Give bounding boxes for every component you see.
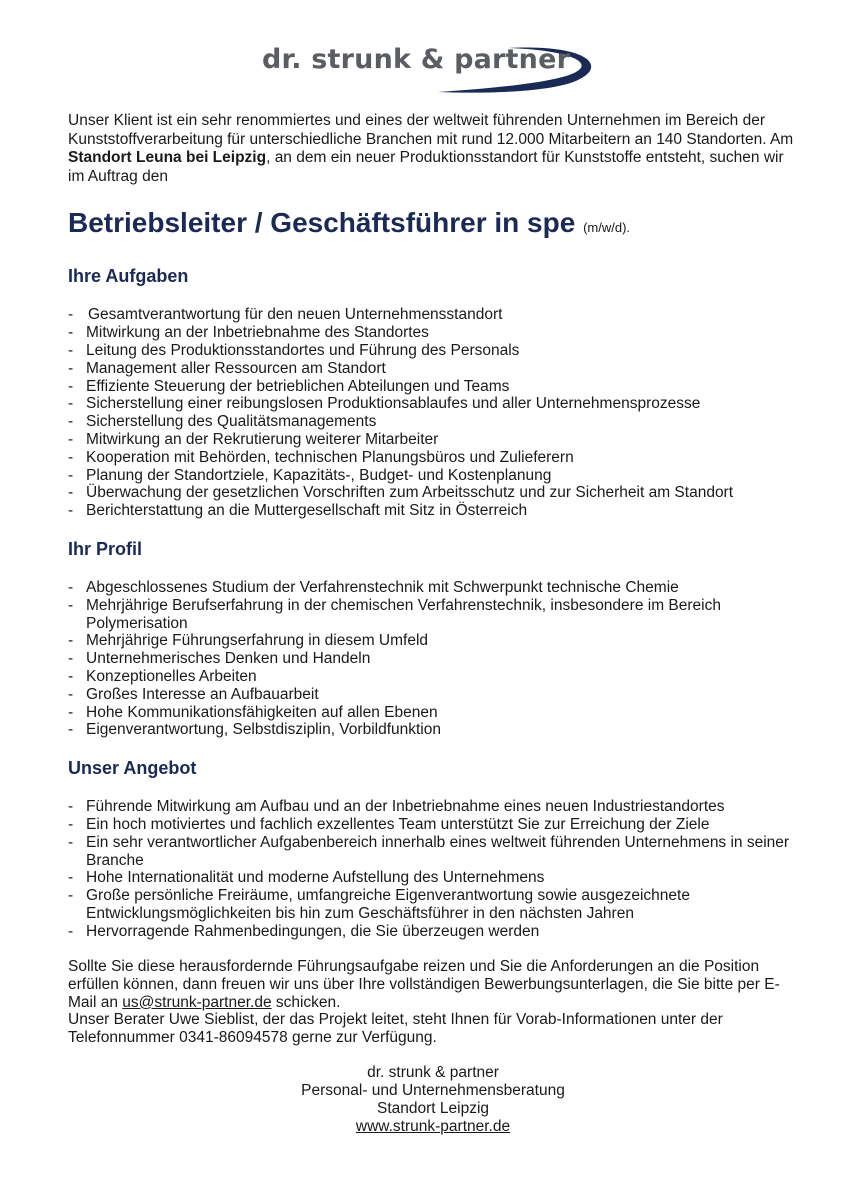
offer-list [68, 798, 798, 940]
list-item: - Eigenverantwortung, Selbstdisziplin, Vorbildfunktion [68, 721, 798, 739]
section-heading-profile: Ihr Profil [68, 538, 143, 559]
list-item: - Sicherstellung einer reibungslosen Produktionsablaufes und aller Unternehmensprozesse [68, 395, 798, 413]
logo-text: dr. strunk & partner [262, 44, 571, 75]
list-item: - Große persönliche Freiräume, umfangreiche Eigenverantwortung sowie ausgezeichnete Entwicklungsmöglichkeiten bis hin zum Geschäftsführer in den nächsten Jahren [68, 887, 798, 923]
list-item: - Planung der Standortziele, Kapazitäts-, Budget- und Kostenplanung [68, 467, 798, 485]
list-item: - Effiziente Steuerung der betrieblichen Abteilungen und Teams [68, 378, 798, 396]
section-heading-tasks: Ihre Aufgaben [68, 266, 189, 287]
list-item: - Berichterstattung an die Muttergesellschaft mit Sitz in Österreich [68, 502, 798, 520]
profile-list [68, 579, 798, 739]
list-item: - Führende Mitwirkung am Aufbau und an der Inbetriebnahme eines neuen Industriestandortes [68, 798, 798, 816]
list-item: - Großes Interesse an Aufbauarbeit [68, 686, 798, 704]
list-item: - Abgeschlossenes Studium der Verfahrenstechnik mit Schwerpunkt technische Chemie [68, 579, 798, 597]
list-item: - Management aller Ressourcen am Standort [68, 360, 798, 378]
email-link[interactable]: us@strunk-partner.de [122, 993, 272, 1011]
gender-note: (m/w/d). [583, 220, 631, 236]
section-heading-offer: Unser Angebot [68, 758, 197, 779]
list-item: - Hohe Internationalität und moderne Aufstellung des Unternehmens [68, 869, 798, 887]
intro-paragraph: Unser Klient ist ein sehr renommiertes und eines der weltweit führenden Unternehmen im Bereich der Kunststoffverarbeitung für unterschiedliche Branchen mit rund 12.000 Mitarbeitern an 140 Standorten. Am Standort Leuna bei Leipzig, an dem ein neuer Produktionsstandort für Kunststoffe entsteht, suchen wir im Auftrag den [68, 112, 794, 185]
list-item: - Konzeptionelles Arbeiten [68, 668, 798, 686]
list-item: - Mehrjährige Führungserfahrung in diesem Umfeld [68, 632, 798, 650]
footer [68, 1064, 798, 1136]
location-highlight: Standort Leuna bei Leipzig [68, 149, 267, 167]
job-title: Betriebsleiter / Geschäftsführer in spe (m/w/d). [68, 207, 631, 239]
list-item: - Mitwirkung an der Inbetriebnahme des Standortes [68, 324, 798, 342]
job-posting [68, 112, 798, 1136]
footer-company: dr. strunk & partner [367, 1064, 499, 1082]
contact-sentence: Unser Berater Uwe Sieblist, der das Projekt leitet, steht Ihnen für Vorab-Informationen unter der Telefonnummer 0341-86094578 gerne zur Verfügung. [68, 1011, 723, 1046]
closing-paragraph: Sollte Sie diese herausfordernde Führungsaufgabe reizen und Sie die Anforderungen an die Position erfüllen können, dann freuen wir uns über Ihre vollständigen Bewerbungsunterlagen, die Sie bitte per E-Mail an us@strunk-partner.de schicken. Unser Berater Uwe Sieblist, der das Projekt leitet, steht Ihnen für Vorab-Informationen unter der Telefonnummer 0341-86094578 gerne zur Verfügung. [68, 958, 780, 1046]
company-logo [258, 38, 603, 98]
list-item: - Hervorragende Rahmenbedingungen, die Sie überzeugen werden [68, 923, 798, 941]
list-item: - Ein hoch motiviertes und fachlich exzellentes Team unterstützt Sie zur Erreichung der Ziele [68, 816, 798, 834]
list-item: - Ein sehr verantwortlicher Aufgabenbereich innerhalb eines weltweit führenden Unternehmens in seiner Branche [68, 834, 798, 870]
list-item: - Mehrjährige Berufserfahrung in der chemischen Verfahrenstechnik, insbesondere im Bereich Polymerisation [68, 597, 798, 633]
footer-tagline: Personal- und Unternehmensberatung [301, 1082, 565, 1100]
list-item: - Hohe Kommunikationsfähigkeiten auf allen Ebenen [68, 704, 798, 722]
list-item: - Sicherstellung des Qualitätsmanagements [68, 413, 798, 431]
footer-location: Standort Leipzig [376, 1100, 490, 1118]
tasks-list [68, 306, 798, 520]
list-item: - Überwachung der gesetzlichen Vorschriften zum Arbeitsschutz und zur Sicherheit am Standort [68, 484, 798, 502]
list-item: - Unternehmerisches Denken und Handeln [68, 650, 798, 668]
list-item: - Gesamtverantwortung für den neuen Unternehmensstandort [68, 306, 798, 324]
list-item: - Leitung des Produktionsstandortes und Führung des Personals [68, 342, 798, 360]
list-item: - Mitwirkung an der Rekrutierung weiterer Mitarbeiter [68, 431, 798, 449]
list-item: - Kooperation mit Behörden, technischen Planungsbüros und Zulieferern [68, 449, 798, 467]
website-link[interactable]: www.strunk-partner.de [355, 1118, 511, 1136]
